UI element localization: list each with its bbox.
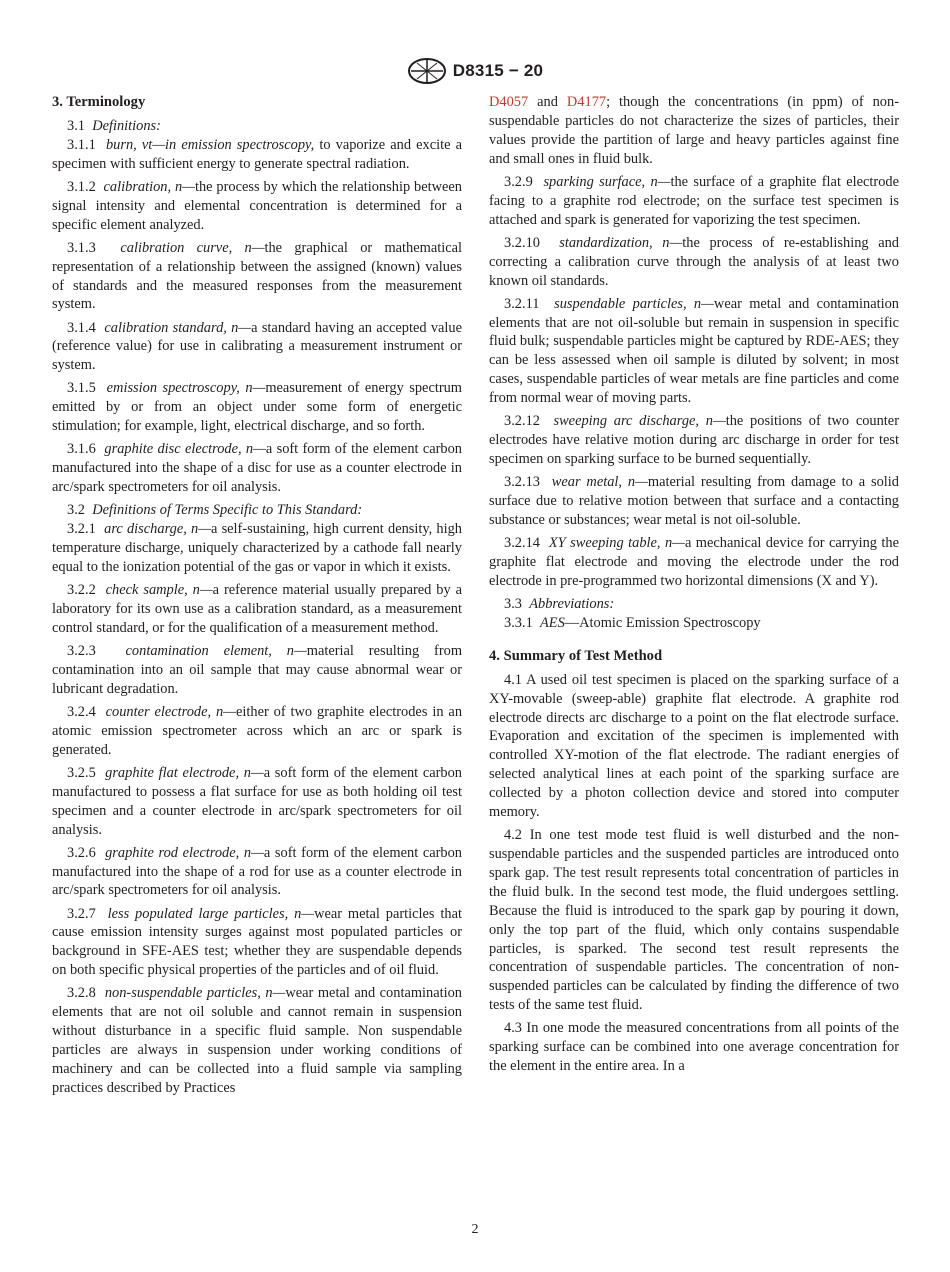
page-header [0, 56, 950, 86]
clause-3-2-14: 3.2.14 XY sweeping table, n—a mechanical device for carrying the graphite flat electrode and moving the electrode under the rod electrode in pre-programmed two horizontal dimensions (X and Y). [489, 535, 899, 589]
clause-3-1-2: 3.1.2 calibration, n—the process by which the relationship between signal intensity and elemental concentration is determined for a specific element analyzed. [52, 178, 462, 233]
section-3-heading: 3. Terminology [52, 94, 146, 110]
clause-3-2-1: 3.2.1 arc discharge, n—a self-sustaining, high current density, high temperature discharge, uniquely characterized by a cathode fall nearly equal to the ionization potential of the gas or vapor in which it exists. [52, 521, 462, 575]
clause-4-2: 4.2 In one test mode test fluid is well disturbed and the non-suspendable particles and the suspended particles are introduced onto spark gap. The test result represents total concentration of particles in the fluid bulk. In the second test mode, the fluid undergoes settling. Because the fluid is introduced to the spark gap by pouring it down, only the top part of the fluid, which only contains suspendable particles, is sparked. The second test result represents the concentration of suspendable particles. The concentration of non-suspended particles can be calculated by finding the difference of two tests of the same test fluid. [489, 827, 899, 1014]
clause-3-1-5: 3.1.5 emission spectroscopy, n—measurement of energy spectrum emitted by or from an object under some form of energetic stimulation; for example, light, electrical discharge, and so forth. [52, 380, 463, 435]
clause-3-3: 3.3 Abbreviations: [504, 595, 615, 612]
reference-link-d4177[interactable]: D4177 [566, 94, 607, 110]
clause-3-2-11: 3.2.11 suspendable particles, n—wear metal and contamination elements that are not oil-soluble but remain in suspension in specific fluid bulk; suspendable particles might be captured by RDE-AES; they can be less assessed when oil sample is diluted by solvent; in most cases, suspendable particles of wear metals are fine particles and come from normal wear of moving parts. [489, 295, 899, 407]
clause-3-1-1: 3.1.1 burn, vt—in emission spectroscopy, to vaporize and excite a specimen with sufficient energy to generate spectral radiation. [52, 136, 462, 172]
clause-3-2-10: 3.2.10 standardization, n—the process of re-establishing and correcting a calibration curve through the analysis of at least two known oil standards. [489, 234, 899, 289]
standard-designation: D8315 − 20 [452, 61, 544, 80]
clause-3-2-8-continued: D4057 and D4177; though the concentrations (in ppm) of non-suspendable particles do not characterize the sizes of particles, their values provide the partition of large and heavy particles against fine and small ones in fluid bulk. [489, 94, 899, 167]
clause-3-2-4: 3.2.4 counter electrode, n—either of two graphite electrodes in an atomic emission spectrometer across which an arc or spark is generated. [52, 703, 463, 758]
section-4-heading: 4. Summary of Test Method [489, 647, 663, 664]
clause-3-3-1: 3.3.1 AES—Atomic Emission Spectroscopy [504, 614, 761, 631]
clause-3-2-8: 3.2.8 non-suspendable particles, n—wear metal and contamination elements that are not oil soluble and cannot remain in suspension without disturbance in a specific fluid sample. Non suspendable particles are always in suspension under working conditions of machinery and can be collected into a fluid sample via sampling practices described by Practices [52, 985, 462, 1096]
clause-3-1-6: 3.1.6 graphite disc electrode, n—a soft form of the element carbon manufactured into the shape of a disc for use as a counter electrode in arc/spark spectrometers for oil analysis. [52, 441, 462, 496]
right-column [489, 93, 899, 1080]
clause-4-1: 4.1 A used oil test specimen is placed on the sparking surface of a XY-movable (sweep-able) graphite flat electrode. A graphite rod electrode directs arc discharge to a point on the flat electrode surface. Evaporation and excitation of the specimen is implemented with controlled XY-motion of the flat electrode. The radiant energies of selected analytical lines at each point of the sparking surface are collected by a photon collection device and stored into computer memory. [489, 671, 899, 821]
reference-link-d4057[interactable]: D4057 [489, 94, 529, 110]
clause-3-2-13: 3.2.13 wear metal, n—material resulting from damage to a solid surface due to relative motion between that surface and a contacting substance or substances; wear metal is not oil-soluble. [489, 474, 899, 528]
clause-3-1-4: 3.1.4 calibration standard, n—a standard having an accepted value (reference value) for use in calibrating a measurement instrument or system. [52, 319, 462, 374]
clause-3-2-7: 3.2.7 less populated large particles, n—wear metal particles that cause emission intensity surges against most populated particles or background in SFE-AES test; whether they are suspendable depends on both specific physical properties of the particles and of oil fluid. [52, 905, 462, 979]
clause-4-3: 4.3 In one mode the measured concentrations from all points of the sparking surface can be combined into one average concentration for the element in the entire area. In a [489, 1020, 899, 1075]
clause-3-2-5: 3.2.5 graphite flat electrode, n—a soft form of the element carbon manufactured to possess a flat surface for use as both holding oil test specimen and a counter electrode in arc/spark spectrometers for oil analysis. [52, 764, 462, 838]
clause-3-2: 3.2 Definitions of Terms Specific to This Standard: [67, 502, 363, 519]
clause-3-1: 3.1 Definitions: [67, 117, 161, 134]
clause-3-2-12: 3.2.12 sweeping arc discharge, n—the positions of two counter electrodes have relative motion during arc discharge in order for test specimen on sparking surface to be burned sequentially. [489, 413, 899, 468]
left-column [52, 93, 462, 1102]
clause-3-2-6: 3.2.6 graphite rod electrode, n—a soft form of the element carbon manufactured into the shape of a rod for use as a counter electrode in arc/spark spectrometers for oil analysis. [52, 844, 462, 899]
page-number: 2 [471, 1222, 479, 1237]
astm-logo-icon [407, 57, 447, 85]
clause-3-2-9: 3.2.9 sparking surface, n—the surface of a graphite flat electrode facing to a graphite rod electrode; on the surface test specimen is attached and spark is generated for vaporizing the test specimen. [489, 173, 900, 228]
clause-3-2-2: 3.2.2 check sample, n—a reference material usually prepared by a laboratory for its own use as a calibration standard, as a measurement control standard, or for the qualification of a measurement method. [52, 582, 462, 636]
clause-3-2-3: 3.2.3 contamination element, n—material resulting from contamination into an oil sample that may cause abnormal wear or lubricant degradation. [52, 642, 463, 697]
clause-3-1-3: 3.1.3 calibration curve, n—the graphical or mathematical representation of a relationship between the assigned (known) values of standards and the measured responses from the measurement system. [52, 239, 462, 313]
